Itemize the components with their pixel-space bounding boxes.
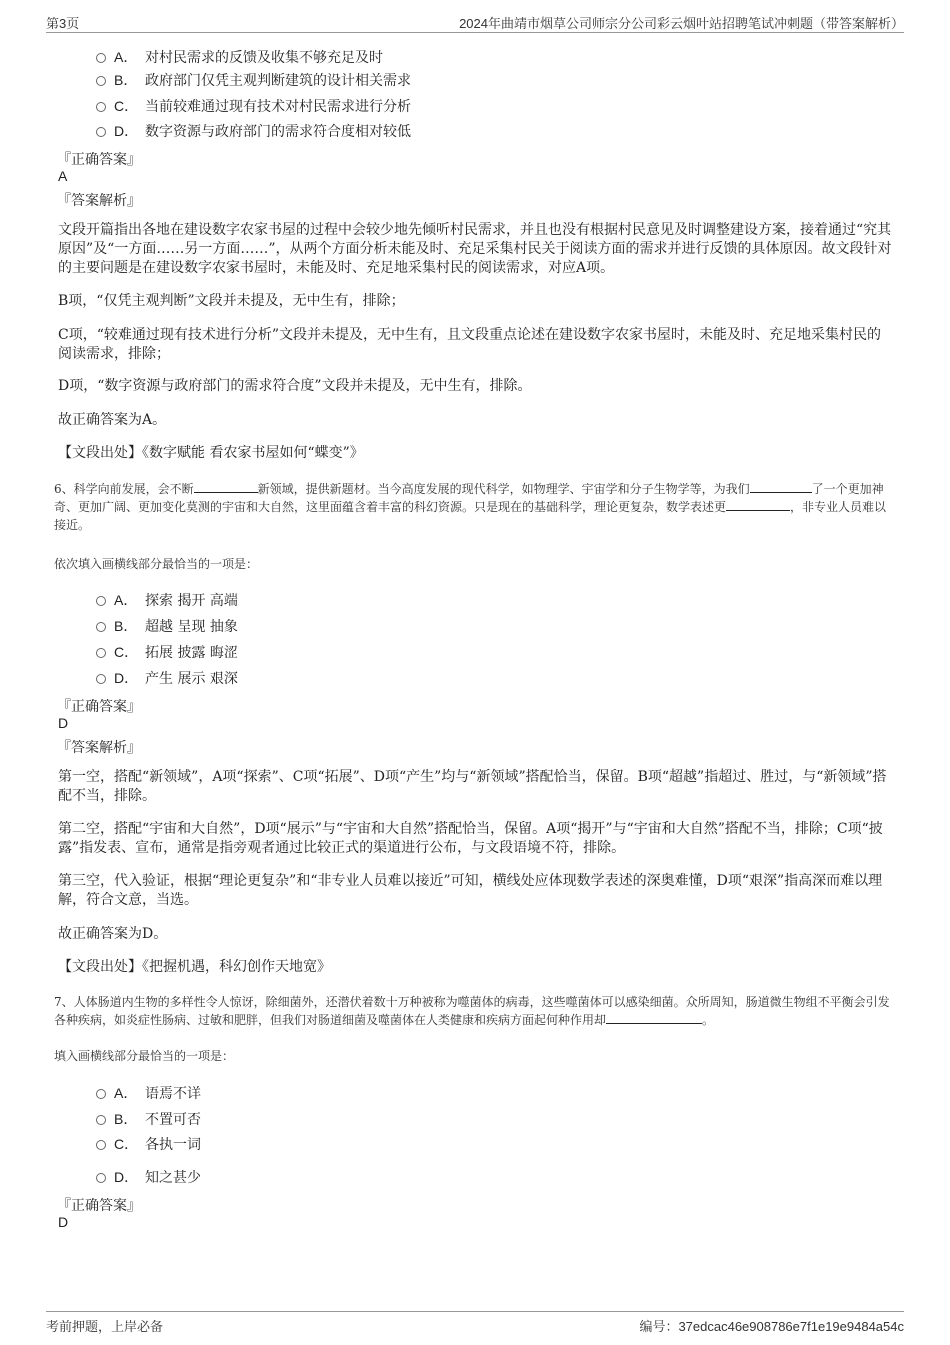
q5-analysis-paragraph: C项，“较难通过现有技术进行分析”文段并未提及，无中生有，且文段重点论述在建设数字农家书屋时，未能及时、充足地采集村民的阅读需求，排除； xyxy=(58,327,882,362)
fill-blank[interactable] xyxy=(726,498,790,511)
document-title: 2024年曲靖市烟草公司师宗分公司彩云烟叶站招聘笔试冲刺题（带答案解析） xyxy=(459,16,904,31)
page-number: 第3页 xyxy=(46,16,80,31)
q6-analysis-label: 『答案解析』 xyxy=(57,740,141,756)
q7-stem: 7、人体肠道内生物的多样性令人惊讶，除细菌外，还潜伏着数十万种被称为噬菌体的病毒，这些噬菌体可以感染细菌。众所周知，肠道微生物组不平衡会引发各种疾病，如炎症性肠病、过敏和肥胖，但我们对肠道细菌及噬菌体在人类健康和疾病方面起何种作用却 。 xyxy=(54,995,890,1027)
q6-analysis-paragraph: 第一空，搭配“新领域”，A项“探索”、C项“拓展”、D项“产生”均与“新领域”搭配恰当，保留。B项“超越”指超过、胜过，与“新领域”搭配不当，排除。 xyxy=(58,769,887,804)
radio-icon[interactable] xyxy=(96,596,106,606)
q7-answer-label: 『正确答案』 xyxy=(57,1198,141,1214)
radio-icon[interactable] xyxy=(96,127,106,137)
footer-slogan: 考前押题，上岸必备 xyxy=(46,1319,164,1334)
q6-answer-label: 『正确答案』 xyxy=(57,699,141,715)
page-footer xyxy=(46,1311,904,1334)
q5-answer: A xyxy=(58,168,68,184)
q6-answer: D xyxy=(58,715,69,731)
radio-icon[interactable] xyxy=(96,76,106,86)
q5-analysis-label: 『答案解析』 xyxy=(57,193,141,209)
radio-icon[interactable] xyxy=(96,1089,106,1099)
q7-instruction: 填入画横线部分最恰当的一项是： xyxy=(54,1049,235,1063)
q5-source: 【文段出处】《数字赋能 看农家书屋如何“蝶变”》 xyxy=(58,445,364,461)
q5-answer-label: 『正确答案』 xyxy=(57,152,141,168)
fill-blank[interactable] xyxy=(606,1011,702,1024)
document-code: 编号：37edcac46e908786e7f1e19e9484a54c xyxy=(639,1319,904,1334)
radio-icon[interactable] xyxy=(96,622,106,632)
q7-answer: D xyxy=(58,1214,69,1230)
radio-icon[interactable] xyxy=(96,53,106,63)
q6-stem: 6、科学向前发展，会不断 新领域，提供新题材。当今高度发展的现代科学，如物理学、宇宙学和分子生物学等，为我们 了一个更加神奇、更加广阔、更加变化莫测的宇宙和大自然，这里面蕴含着丰富的科幻资源。只是现在的基础科学，理论更复杂，数学表述更 ，非专业人员难以接近。 xyxy=(54,482,887,532)
q5-analysis-paragraph: 文段开篇指出各地在建设数字农家书屋的过程中会较少地先倾听村民需求，并且也没有根据村民意见及时调整建设方案，接着通过“究其原因”及“一方面……另一方面……”，从两个方面分析未能及时、充足采集村民关于阅读方面的需求并进行反馈的具体原因。故文段针对的主要问题是在建设数字农家书屋时，未能及时、充足地采集村民的阅读需求，对应A项。 xyxy=(58,222,892,276)
radio-icon[interactable] xyxy=(96,1140,106,1150)
q6-analysis-conclusion: 故正确答案为D。 xyxy=(58,926,168,942)
fill-blank[interactable] xyxy=(750,480,812,493)
q5-analysis-paragraph: B项，“仅凭主观判断”文段并未提及，无中生有，排除； xyxy=(58,293,405,309)
q6-instruction: 依次填入画横线部分最恰当的一项是： xyxy=(54,557,259,571)
q6-analysis-paragraph: 第三空，代入验证，根据“理论更复杂”和“非专业人员难以接近”可知，横线处应体现数学表述的深奥难懂，D项“艰深”指高深而难以理解，符合文意，当选。 xyxy=(58,873,883,908)
q5-analysis-paragraph: D项，“数字资源与政府部门的需求符合度”文段并未提及，无中生有，排除。 xyxy=(58,378,532,394)
q6-source: 【文段出处】《把握机遇，科幻创作天地宽》 xyxy=(58,959,331,975)
fill-blank[interactable] xyxy=(194,480,258,493)
radio-icon[interactable] xyxy=(96,1173,106,1183)
radio-icon[interactable] xyxy=(96,1115,106,1125)
radio-icon[interactable] xyxy=(96,648,106,658)
radio-icon[interactable] xyxy=(96,102,106,112)
radio-icon[interactable] xyxy=(96,674,106,684)
q6-analysis-paragraph: 第二空，搭配“宇宙和大自然”，D项“展示”与“宇宙和大自然”搭配恰当，保留。A项“揭开”与“宇宙和大自然”搭配不当，排除；C项“披露”指发表、宣布，通常是指旁观者通过比较正式的渠道进行公布，与文段语境不符，排除。 xyxy=(58,821,883,856)
page-header xyxy=(46,12,904,33)
q5-analysis-conclusion: 故正确答案为A。 xyxy=(58,412,167,428)
